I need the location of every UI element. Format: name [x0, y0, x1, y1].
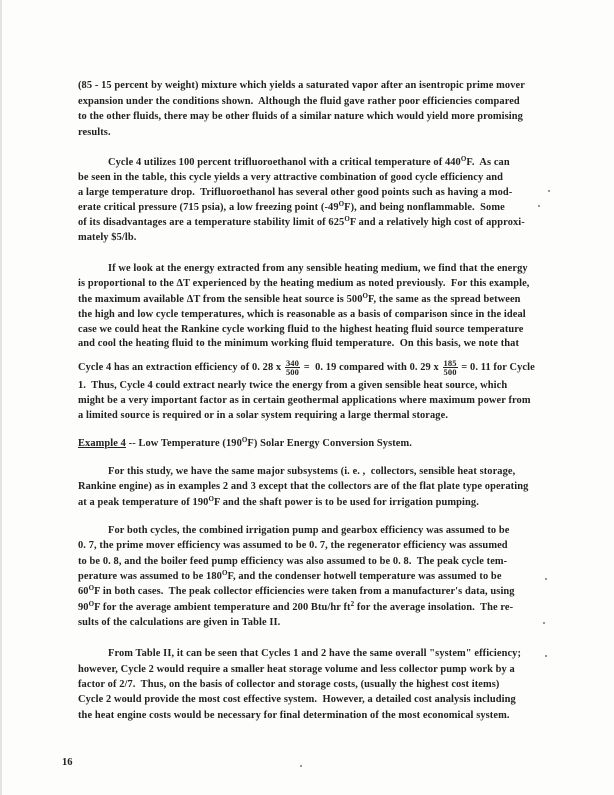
- scan-speck: [545, 655, 547, 657]
- scan-speck: [538, 205, 540, 207]
- text-line: [108, 466, 515, 478]
- text-run: the high and low cycle temperatures, which is reasonable as a basis of comparison since in the ideal: [78, 309, 526, 320]
- text-run: is proportional to the ΔT experienced by the heating medium as noted previously. For this example,: [78, 278, 530, 289]
- superscript: O: [88, 584, 95, 592]
- text-line: [78, 664, 515, 676]
- text-run: Cycle 4 has an extraction efficiency of 0. 28 x: [78, 361, 284, 373]
- text-line: [108, 525, 510, 537]
- text-line: [78, 556, 507, 568]
- superscript: O: [208, 495, 214, 503]
- superscript: O: [460, 155, 467, 163]
- text-run: case we could heat the Rankine cycle working fluid to the highest heating fluid source temperature: [78, 324, 524, 335]
- section-heading: [78, 438, 412, 450]
- superscript: O: [221, 569, 228, 577]
- text-line: [78, 540, 508, 552]
- text-run: factor of 2/7. Thus, on the basis of collector and storage costs, (usually the highest cost items): [78, 679, 500, 690]
- text-line: [108, 648, 521, 660]
- text-run: to be 0. 8, and the boiler feed pump efficiency was also assumed to be 0. 8. The peak cycle tem-: [78, 556, 508, 567]
- text-run: 0. 7, the prime mover efficiency was assumed to be 0. 7, the regenerator efficiency was assumed: [78, 540, 508, 551]
- text-run: F), and being nonflammable. Some: [344, 202, 505, 213]
- scan-speck: [548, 190, 550, 192]
- text-run: mately $5/lb.: [78, 232, 137, 243]
- text-run: -- Low Temperature (190: [125, 438, 242, 449]
- text-line: [78, 172, 503, 184]
- text-run: erate critical pressure (715 psia), a low freezing point (-49: [78, 202, 339, 213]
- text-line: [78, 111, 523, 123]
- text-run: (85 - 15 percent by weight) mixture which yields a saturated vapor after an isentropic prime mover: [78, 80, 525, 91]
- text-line: [78, 395, 531, 407]
- text-run: might be a very important factor as in certain geothermal applications where maximum power from: [78, 395, 531, 406]
- text-run: sults of the calculations are given in Table II.: [78, 617, 281, 628]
- text-line: [108, 157, 510, 169]
- text-line: [78, 410, 448, 422]
- text-run: a large temperature drop. Trifluoroethanol has several other good points such as having a mod-: [78, 187, 513, 198]
- text-line: [78, 202, 505, 214]
- text-run: = 0. 19 compared with 0. 29 x: [301, 361, 442, 373]
- scan-speck: [300, 765, 302, 767]
- text-run: F. As can: [466, 157, 510, 168]
- text-run: F and the shaft power is to be used for irrigation pumping.: [214, 497, 479, 508]
- fraction-denominator: 500: [443, 367, 457, 377]
- superscript: O: [344, 215, 350, 223]
- text-run: perature was assumed to be 180: [78, 571, 222, 582]
- text-run: For this study, we have the same major subsystems (i. e. , collectors, sensible heat storage,: [108, 466, 516, 477]
- text-line: [78, 338, 519, 350]
- text-line: [78, 294, 521, 306]
- text-line: [78, 232, 136, 244]
- example-label: Example 4: [78, 438, 126, 449]
- text-line: [78, 694, 516, 706]
- text-run: however, Cycle 2 would require a smaller heat storage volume and less collector pump work by a: [78, 664, 515, 675]
- text-line: [78, 278, 530, 290]
- text-line: [78, 617, 280, 629]
- text-line: [78, 309, 526, 321]
- text-line: [78, 217, 525, 229]
- text-run: Cycle 2 would provide the most cost effective system. However, a detailed cost analysis including: [78, 694, 516, 705]
- text-run: F in both cases. The peak collector efficiencies were taken from a manufacturer's data, using: [94, 586, 515, 597]
- fraction-numerator: 185: [443, 358, 457, 368]
- text-run: Rankine engine) as in examples 2 and 3 except that the collectors are of the flat plate type operating: [78, 481, 529, 492]
- fraction: [285, 359, 300, 376]
- scan-page-edge: [0, 0, 2, 795]
- text-run: of its disadvantages are a temperature stability limit of 625: [78, 217, 345, 228]
- text-line: [78, 380, 507, 392]
- text-run: F) Solar Energy Conversion System.: [247, 438, 412, 449]
- text-line: [78, 497, 479, 509]
- text-run: 90: [78, 602, 89, 613]
- text-line: [78, 127, 111, 139]
- text-run: For both cycles, the combined irrigation pump and gearbox efficiency was assumed to be: [108, 525, 510, 536]
- text-line: [78, 96, 520, 108]
- text-run: the maximum available ΔT from the sensible heat source is 500: [78, 294, 363, 305]
- fraction: [443, 359, 458, 376]
- text-line: [78, 324, 524, 336]
- text-line: [78, 187, 512, 199]
- text-run: to the other fluids, there may be other fluids of a similar nature which would yield more promising: [78, 111, 523, 122]
- text-run: at a peak temperature of 190: [78, 497, 209, 508]
- text-run: results.: [78, 127, 111, 138]
- page-number: 16: [62, 757, 73, 768]
- superscript: O: [338, 200, 345, 208]
- text-run: F, and the condenser hotwell temperature was assumed to be: [227, 571, 502, 582]
- superscript: O: [241, 436, 248, 444]
- superscript: O: [88, 600, 95, 608]
- text-run: and cool the heating fluid to the minimum working fluid temperature. On this basis, we note that: [78, 338, 520, 349]
- fraction-numerator: 340: [285, 358, 299, 368]
- scan-speck: [543, 622, 545, 624]
- text-run: a limited source is required or in a solar system requiring a large thermal storage.: [78, 410, 449, 421]
- text-run: Cycle 4 utilizes 100 percent trifluoroethanol with a critical temperature of 440: [108, 157, 461, 168]
- text-run: = 0. 11 for Cycle: [458, 361, 535, 373]
- text-run: From Table II, it can be seen that Cycles 1 and 2 have the same overall "system" efficiency;: [108, 648, 522, 659]
- text-run: for the average insolation. The re-: [354, 602, 514, 613]
- scan-speck: [545, 578, 547, 580]
- superscript: O: [362, 292, 369, 300]
- text-line: [78, 586, 515, 598]
- text-line: [78, 571, 502, 583]
- text-line: [78, 602, 513, 614]
- text-line: [78, 359, 535, 376]
- text-line: [108, 263, 528, 275]
- text-run: 1. Thus, Cycle 4 could extract nearly twice the energy from a given sensible heat source, which: [78, 380, 508, 391]
- text-line: [78, 679, 499, 691]
- text-line: [78, 710, 510, 722]
- text-run: F and a relatively high cost of approxi-: [349, 217, 525, 228]
- text-run: If we look at the energy extracted from any sensible heating medium, we find that the energy: [108, 263, 528, 274]
- text-line: [78, 80, 525, 92]
- text-run: F for the average ambient temperature and 200 Btu/hr ft: [94, 602, 351, 613]
- text-run: expansion under the conditions shown. Although the fluid gave rather poor efficiencies compared: [78, 96, 520, 107]
- text-run: 60: [78, 586, 89, 597]
- text-run: F, the same as the spread between: [368, 294, 521, 305]
- text-run: the heat engine costs would be necessary for final determination of the most economical system.: [78, 710, 510, 721]
- superscript: 2: [350, 600, 355, 608]
- fraction-denominator: 500: [285, 367, 299, 377]
- text-run: be seen in the table, this cycle yields a very attractive combination of good cycle efficiency and: [78, 172, 504, 183]
- text-line: [78, 481, 528, 493]
